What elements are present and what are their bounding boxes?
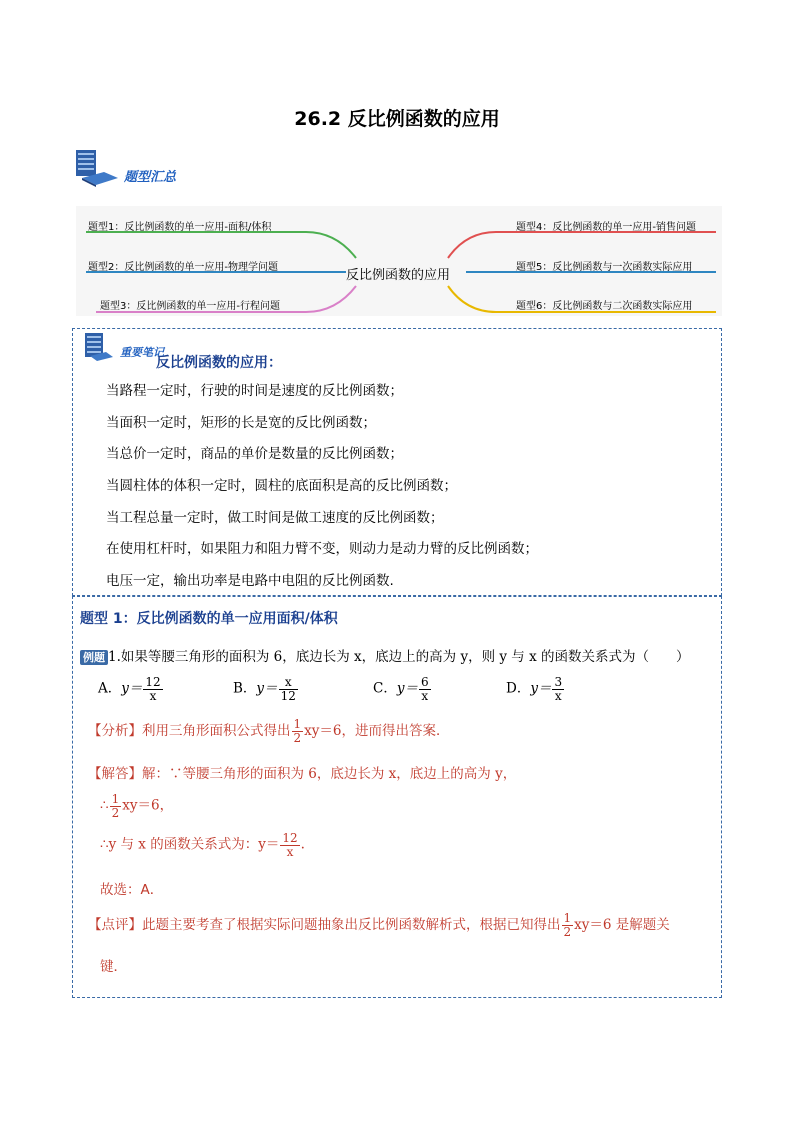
answer-step-1: ∴ $\frac{1}{2}$ xy＝6， — [100, 792, 174, 820]
comment-tag: 【点评】 — [88, 917, 142, 934]
answer-step-2: ∴y 与 x 的函数关系式为：y＝ $\frac{12}{x}$ . — [100, 831, 305, 859]
note-line-7: 电压一定，输出功率是电路中电阻的反比例函数. — [106, 573, 394, 589]
section-header: 题型汇总 — [124, 170, 177, 185]
mindmap-center: 反比例函数的应用 — [346, 268, 451, 283]
option-c[interactable]: C．y＝ $\frac{6}{x}$ — [373, 675, 429, 703]
note-line-6: 在使用杠杆时，如果阻力和阻力臂不变，则动力是动力臂的反比例函数； — [106, 541, 538, 557]
example-badge: 例题 — [80, 650, 108, 665]
note-line-1: 当路程一定时，行驶的时间是速度的反比例函数； — [106, 383, 403, 399]
option-b[interactable]: B．y＝ $\frac{x}{12}$ — [233, 675, 296, 703]
note-line-3: 当总价一定时，商品的单价是数量的反比例函数； — [106, 446, 403, 462]
mindmap-topic-4: 题型4：反比例函数的单一应用-销售问题 — [516, 222, 696, 233]
mindmap-topic-3: 题型3：反比例函数的单一应用-行程问题 — [100, 301, 280, 312]
note-line-2: 当面积一定时，矩形的长是宽的反比例函数； — [106, 415, 376, 431]
note-line-4: 当圆柱体的体积一定时，圆柱的底面积是高的反比例函数； — [106, 478, 457, 494]
page-title: 26.2 反比例函数的应用 — [294, 108, 500, 130]
answer-choice: 故选：A． — [100, 882, 164, 898]
topic1-heading: 题型 1：反比例函数的单一应用面积/体积 — [80, 611, 338, 627]
note-line-5: 当工程总量一定时，做工时间是做工速度的反比例函数； — [106, 510, 444, 526]
analysis-tag: 【分析】 — [88, 723, 142, 740]
answer-line: 【解答】解：∵等腰三角形的面积为 6，底边长为 x，底边上的高为 y， — [88, 766, 517, 782]
question-text: 1.如果等腰三角形的面积为 6，底边长为 x，底边上的高为 y，则 y 与 x 的函数关系式为（ ） — [108, 649, 690, 665]
topic-mindmap — [76, 206, 722, 316]
book-stack-icon — [74, 148, 120, 192]
analysis-line: 【分析】利用三角形面积公式得出 $\frac{1}{2}$ xy＝6，进而得出答案． — [88, 717, 450, 745]
comment-line: 【点评】此题主要考查了根据实际问题抽象出反比例函数解析式，根据已知得出 $\frac{1}{2}$ xy＝6 是解题关 — [88, 911, 670, 939]
option-a[interactable]: A．y＝ $\frac{12}{x}$ — [98, 675, 161, 703]
notes-title: 反比例函数的应用： — [156, 355, 282, 371]
mindmap-topic-6: 题型6：反比例函数与二次函数实际应用 — [516, 301, 693, 312]
mindmap-topic-1: 题型1：反比例函数的单一应用-面积/体积 — [88, 222, 272, 233]
mindmap-topic-2: 题型2：反比例函数的单一应用-物理学问题 — [88, 262, 278, 273]
notes-badge: 重要笔记 — [120, 346, 164, 359]
comment-end: 键． — [100, 959, 127, 975]
mindmap-topic-5: 题型5：反比例函数与一次函数实际应用 — [516, 262, 693, 273]
question-line — [80, 645, 690, 665]
option-d[interactable]: D．y＝ $\frac{3}{x}$ — [506, 675, 563, 703]
answer-tag: 【解答】 — [88, 766, 142, 782]
notes-icon — [84, 332, 114, 366]
